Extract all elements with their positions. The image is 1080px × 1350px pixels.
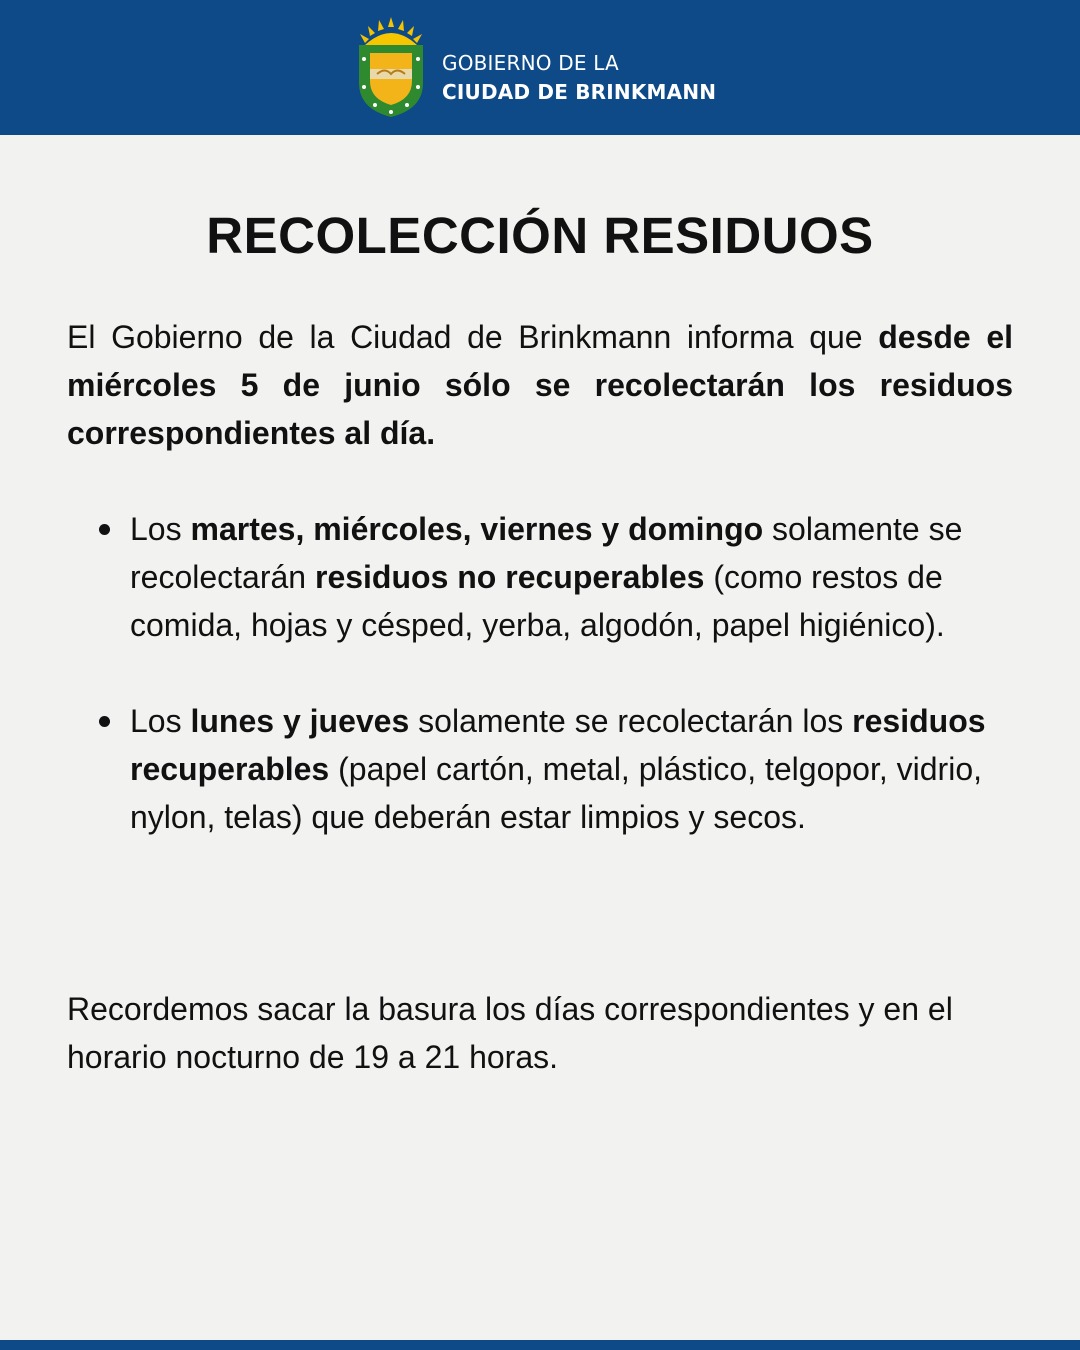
intro-paragraph [67, 313, 1013, 457]
list-item [67, 505, 1017, 649]
bullet-examples: (papel cartón, metal, plástico, telgopor, vidrio, nylon, telas) que deberán estar limpios y secos. [130, 751, 982, 835]
list-item [67, 697, 1017, 841]
bullet-waste-type: residuos no recuperables [314, 559, 705, 595]
bullet-pre: Los [130, 511, 182, 547]
brand-line-2: CIUDAD DE BRINKMANN [442, 80, 717, 104]
brand-line-1: GOBIERNO DE LA [442, 51, 619, 75]
brand-name [442, 49, 716, 107]
bullet-days: lunes y jueves [190, 703, 410, 739]
bullet-waste-type: residuos recuperables [130, 703, 986, 787]
bullet-days: martes, miércoles, viernes y domingo [190, 511, 764, 547]
intro-lead: El Gobierno de la Ciudad de Brinkmann informa que [67, 319, 863, 355]
page-title: RECOLECCIÓN RESIDUOS [206, 207, 874, 264]
closing-paragraph: Recordemos sacar la basura los días correspondientes y en el horario nocturno de 19 a 21 horas. [67, 991, 953, 1075]
header-bar [0, 0, 1080, 135]
bullet-mid: solamente se recolectarán los [418, 703, 844, 739]
intro-bold: desde el miércoles 5 de junio sólo se recolectarán los residuos correspondientes al día. [67, 319, 1014, 451]
bullet-icon [99, 716, 110, 727]
schedule-list [67, 505, 1017, 889]
bullet-mid: solamente se recolectarán [130, 511, 963, 595]
bullet-icon [99, 524, 110, 535]
bullet-pre: Los [130, 703, 182, 739]
bullet-examples: (como restos de comida, hojas y césped, yerba, algodón, papel higiénico). [130, 559, 945, 643]
city-coat-of-arms-icon [355, 17, 427, 119]
footer-bar [0, 1340, 1080, 1350]
